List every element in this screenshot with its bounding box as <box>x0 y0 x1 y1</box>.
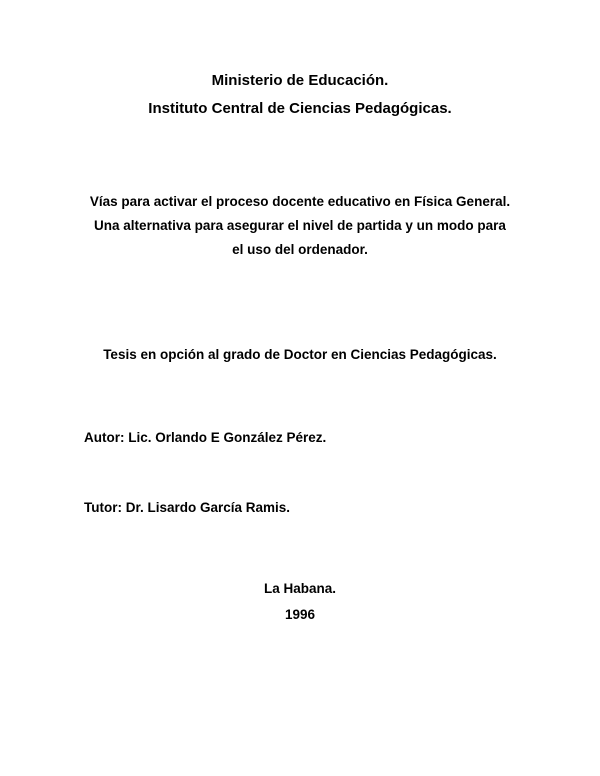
city-line: La Habana. <box>263 581 337 596</box>
author-line: Autor: Lic. Orlando E González Pérez. <box>84 430 327 445</box>
tutor-line: Tutor: Dr. Lisardo García Ramis. <box>84 500 291 515</box>
thesis-title-line-3: el uso del ordenador. <box>232 242 368 257</box>
year-line: 1996 <box>284 607 316 622</box>
institute-heading: Instituto Central de Ciencias Pedagógicas. <box>148 100 452 117</box>
thesis-title-line-2: Una alternativa para asegurar el nivel de partida y un modo para <box>94 218 506 233</box>
ministry-heading: Ministerio de Educación. <box>211 72 389 89</box>
degree-statement: Tesis en opción al grado de Doctor en Ciencias Pedagógicas. <box>103 347 497 362</box>
thesis-title-line-1: Vías para activar el proceso docente educativo en Física General. <box>89 194 511 209</box>
